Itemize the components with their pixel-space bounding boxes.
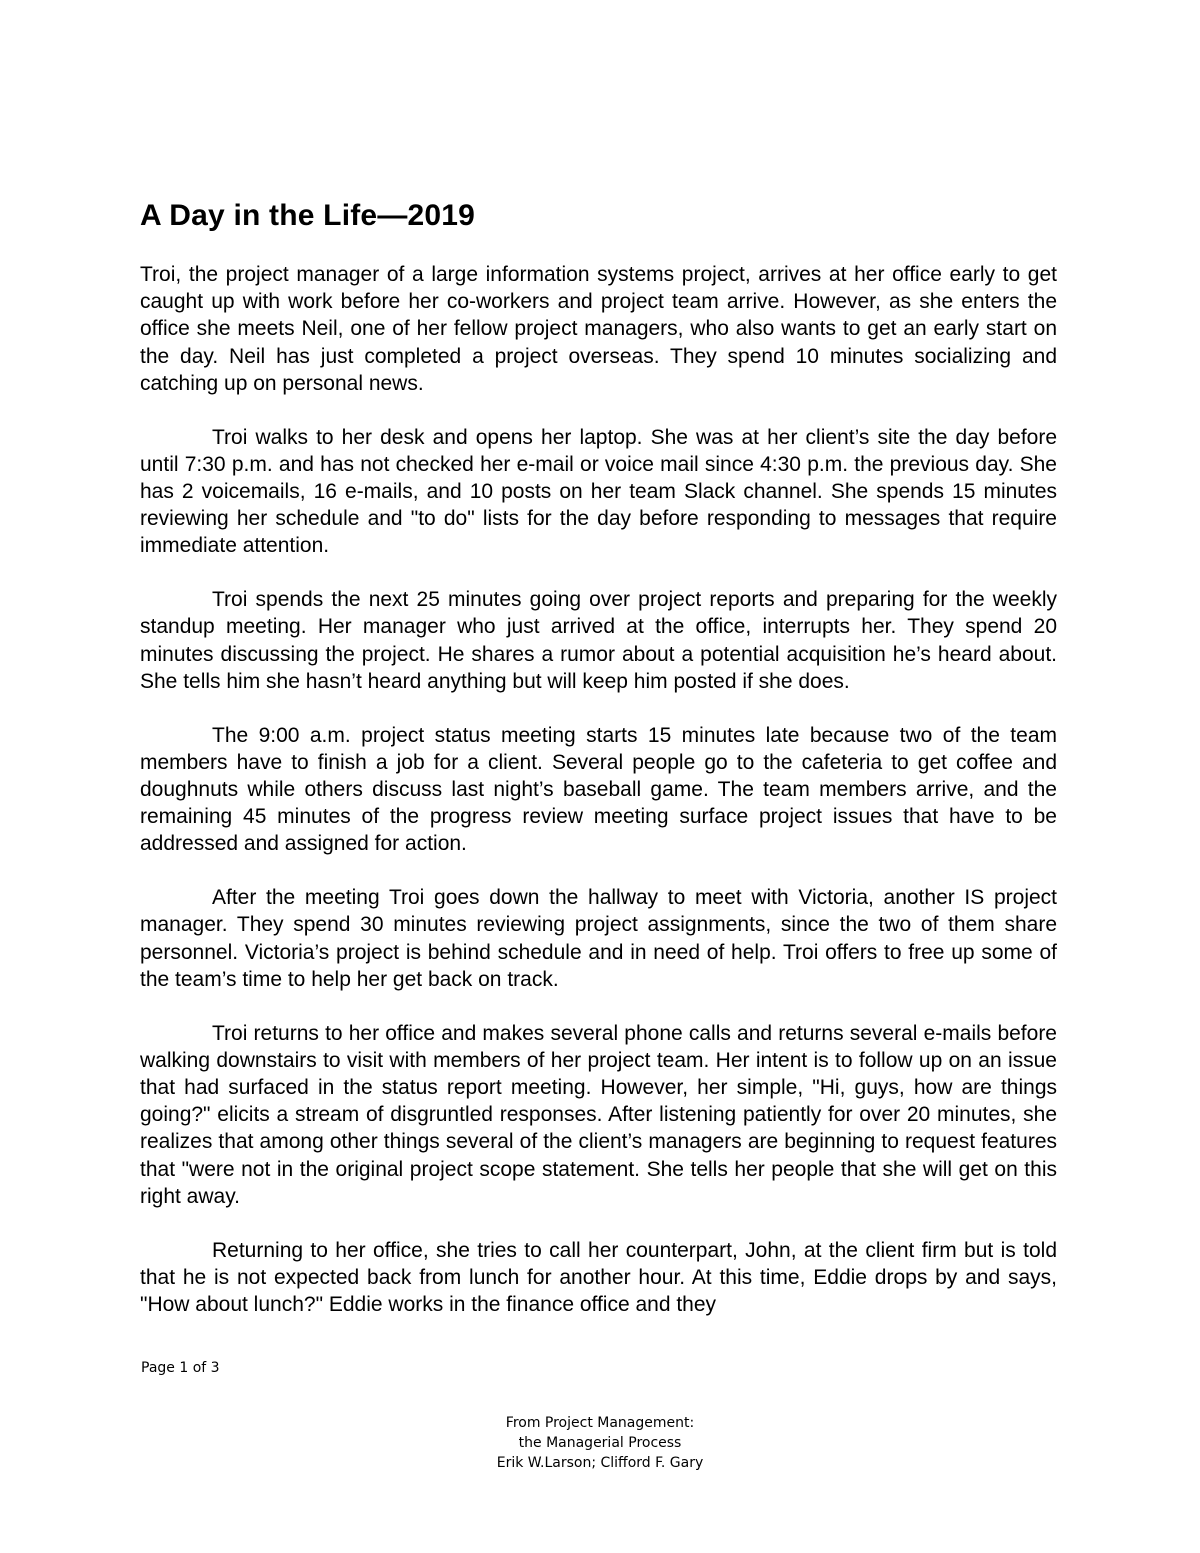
paragraph-6: Troi returns to her office and makes several phone calls and returns several e-mails before walking downstairs to visit with members of her project team. Her intent is to follow up on an issue that had surfaced in the status report meeting. However, her simple, "Hi, guys, how are things going?" elicits a stream of disgruntled responses. After listening patiently for over 20 minutes, she realizes that among other things several of the client’s managers are beginning to request features that "were not in the original project scope statement. She tells her people that she will get on this right away. [140, 1021, 1057, 1208]
paragraph-5: After the meeting Troi goes down the hallway to meet with Victoria, another IS project manager. They spend 30 minutes reviewing project assignments, since the two of them share personnel. Victoria’s project is behind schedule and in need of help. Troi offers to free up some of the team’s time to help her get back on track. [140, 886, 1057, 991]
footer-line-3: Erik W.Larson; Clifford F. Gary [496, 1455, 704, 1471]
paragraph-3: Troi spends the next 25 minutes going over project reports and preparing for the weekly standup meeting. Her manager who just arrived at the office, interrupts her. They spend 20 minutes discussing the project. He shares a rumor about a potential acquisition he’s heard about. She tells him she hasn’t heard anything but will keep him posted if she does. [140, 588, 1057, 693]
paragraph-1: Troi, the project manager of a large information systems project, arrives at her office early to get caught up with work before her co-workers and project team arrive. However, as she enters the office she meets Neil, one of her fellow project managers, who also wants to get an early start on the day. Neil has just completed a project overseas. They spend 10 minutes socializing and catching up on personal news. [140, 263, 1057, 395]
page-number: Page 1 of 3 [141, 1360, 220, 1376]
paragraph-7: Returning to her office, she tries to call her counterpart, John, at the client firm but is told that he is not expected back from lunch for another hour. At this time, Eddie drops by and says, "How about lunch?" Eddie works in the finance office and they [140, 1238, 1057, 1317]
document-body [140, 261, 1057, 1345]
footer-line-2: the Managerial Process [518, 1435, 682, 1451]
paragraph-4: The 9:00 a.m. project status meeting starts 15 minutes late because two of the team members have to finish a job for a client. Several people go to the cafeteria to get coffee and doughnuts while others discuss last night’s baseball game. The team members arrive, and the remaining 45 minutes of the progress review meeting surface project issues that have to be addressed and assigned for action. [140, 723, 1057, 856]
paragraph-2: Troi walks to her desk and opens her laptop. She was at her client’s site the day before until 7:30 p.m. and has not checked her e-mail or voice mail since 4:30 p.m. the previous day. She has 2 voicemails, 16 e-mails, and 10 posts on her team Slack channel. She spends 15 minutes reviewing her schedule and "to do" lists for the day before responding to messages that require immediate attention. [140, 425, 1057, 558]
document-title: A Day in the Life—2019 [140, 199, 476, 232]
footer-citation [400, 1413, 800, 1473]
footer-line-1: From Project Management: [505, 1415, 695, 1431]
